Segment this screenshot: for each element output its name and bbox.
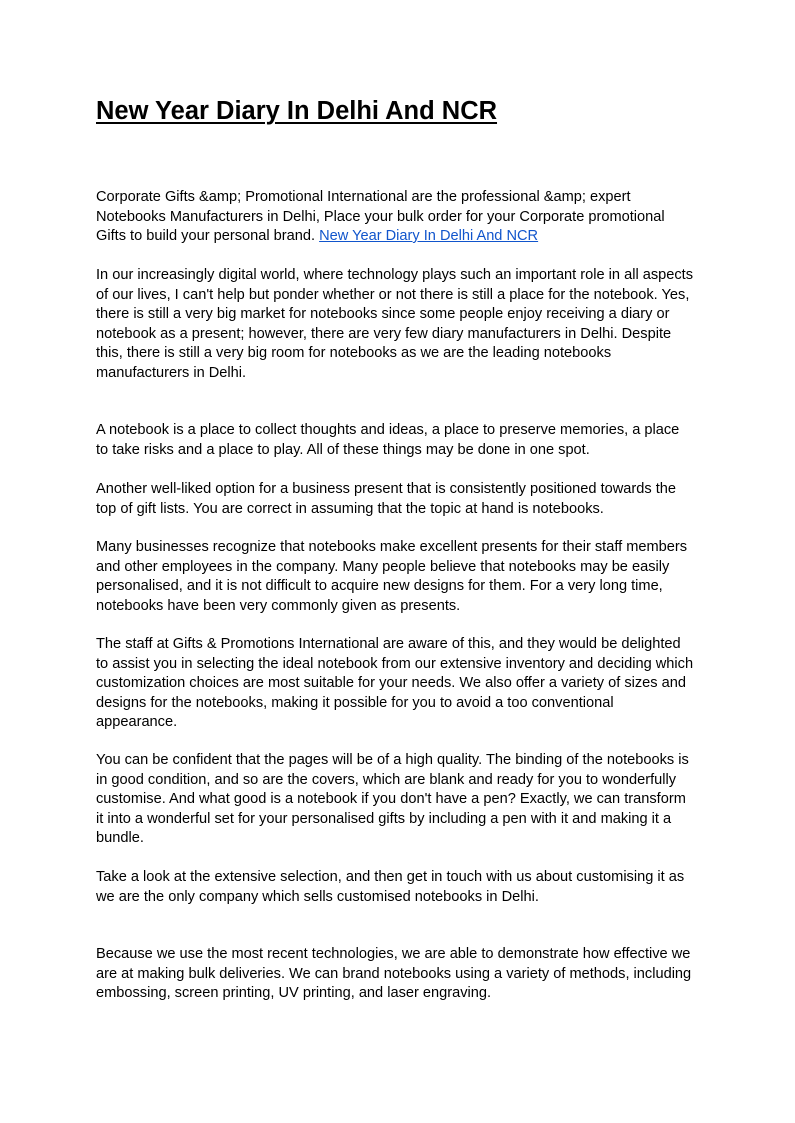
paragraph-line: bundle. [96,830,144,846]
paragraph-line: in good condition, and so are the covers, which are blank and ready for you to wonderfully [96,771,677,788]
paragraph-high-quality [96,751,701,849]
paragraph-businesses-recognize [96,538,701,616]
paragraph-line: customise. And what good is a notebook if you don't have a pen? Exactly, we can transform [96,791,686,807]
paragraph-line: there is still a very big market for notebooks since some people enjoy receiving a diary or [96,306,670,322]
intro-paragraph [96,188,701,247]
paragraph-notebook-place [96,421,701,460]
paragraph-line: customization choices are most suitable for your needs. We also offer a variety of sizes and [96,675,686,691]
paragraph-line: are at making bulk deliveries. We can brand notebooks using a variety of methods, including [96,965,692,982]
intro-line [96,227,701,247]
new-year-diary-link[interactable]: New Year Diary In Delhi And NCR [319,228,539,244]
paragraph-line: designs for the notebooks, making it possible for you to avoid a too conventional [96,694,614,711]
paragraph-extensive-selection [96,868,701,907]
document-title: New Year Diary In Delhi And NCR [96,97,498,125]
paragraph-business-present [96,480,701,519]
paragraph-line: A notebook is a place to collect thoughts and ideas, a place to preserve memories, a place [96,422,680,438]
paragraph-line: notebooks have been very commonly given as presents. [96,597,461,614]
paragraph-line: it into a wonderful set for your personalised gifts by including a pen with it and making it a [96,810,672,827]
paragraph-line: this, there is still a very big room for notebooks as we are the leading notebooks [96,345,612,361]
paragraph-line: of our lives, I can't help but ponder whether or not there is still a place for the notebook. Yes, [96,286,690,303]
paragraph-line: to take risks and a place to play. All of these things may be done in one spot. [96,441,590,458]
paragraph-line: personalised, and it is not difficult to acquire new designs for them. For a very long time, [96,578,663,594]
paragraph-recent-technologies [96,945,701,1004]
paragraph-line: Take a look at the extensive selection, and then get in touch with us about customising it as [96,869,685,885]
paragraph-line: embossing, screen printing, UV printing, and laser engraving. [96,985,492,1001]
paragraph-line: manufacturers in Delhi. [96,364,247,381]
paragraph-line: Another well-liked option for a business present that is consistently positioned towards the [96,481,677,497]
intro-line: Notebooks Manufacturers in Delhi, Place your bulk order for your Corporate promotional [96,208,665,225]
paragraph-line: notebook as a present; however, there are very few diary manufacturers in Delhi. Despite [96,325,672,342]
paragraph-line: Because we use the most recent technologies, we are able to demonstrate how effective we [96,946,691,962]
paragraph-line: The staff at Gifts & Promotions International are aware of this, and they would be delighted [96,636,681,652]
paragraph-line: top of gift lists. You are correct in assuming that the topic at hand is notebooks. [96,500,604,517]
intro-line: Corporate Gifts &amp; Promotional International are the professional &amp; expert [96,189,631,205]
paragraph-line: You can be confident that the pages will be of a high quality. The binding of the notebooks is [96,752,689,768]
paragraph-staff-aware [96,635,701,733]
paragraph-line: Many businesses recognize that notebooks make excellent presents for their staff members [96,539,688,555]
paragraph-line: appearance. [96,714,178,730]
paragraph-line: In our increasingly digital world, where technology plays such an important role in all aspects [96,267,694,283]
paragraph-digital-world [96,266,701,383]
paragraph-line: and other employees in the company. Many people believe that notebooks may be easily [96,558,670,575]
paragraph-line: to assist you in selecting the ideal notebook from our extensive inventory and deciding which [96,655,694,672]
paragraph-line: we are the only company which sells customised notebooks in Delhi. [96,888,539,905]
intro-line-text: Gifts to build your personal brand. [96,228,320,244]
